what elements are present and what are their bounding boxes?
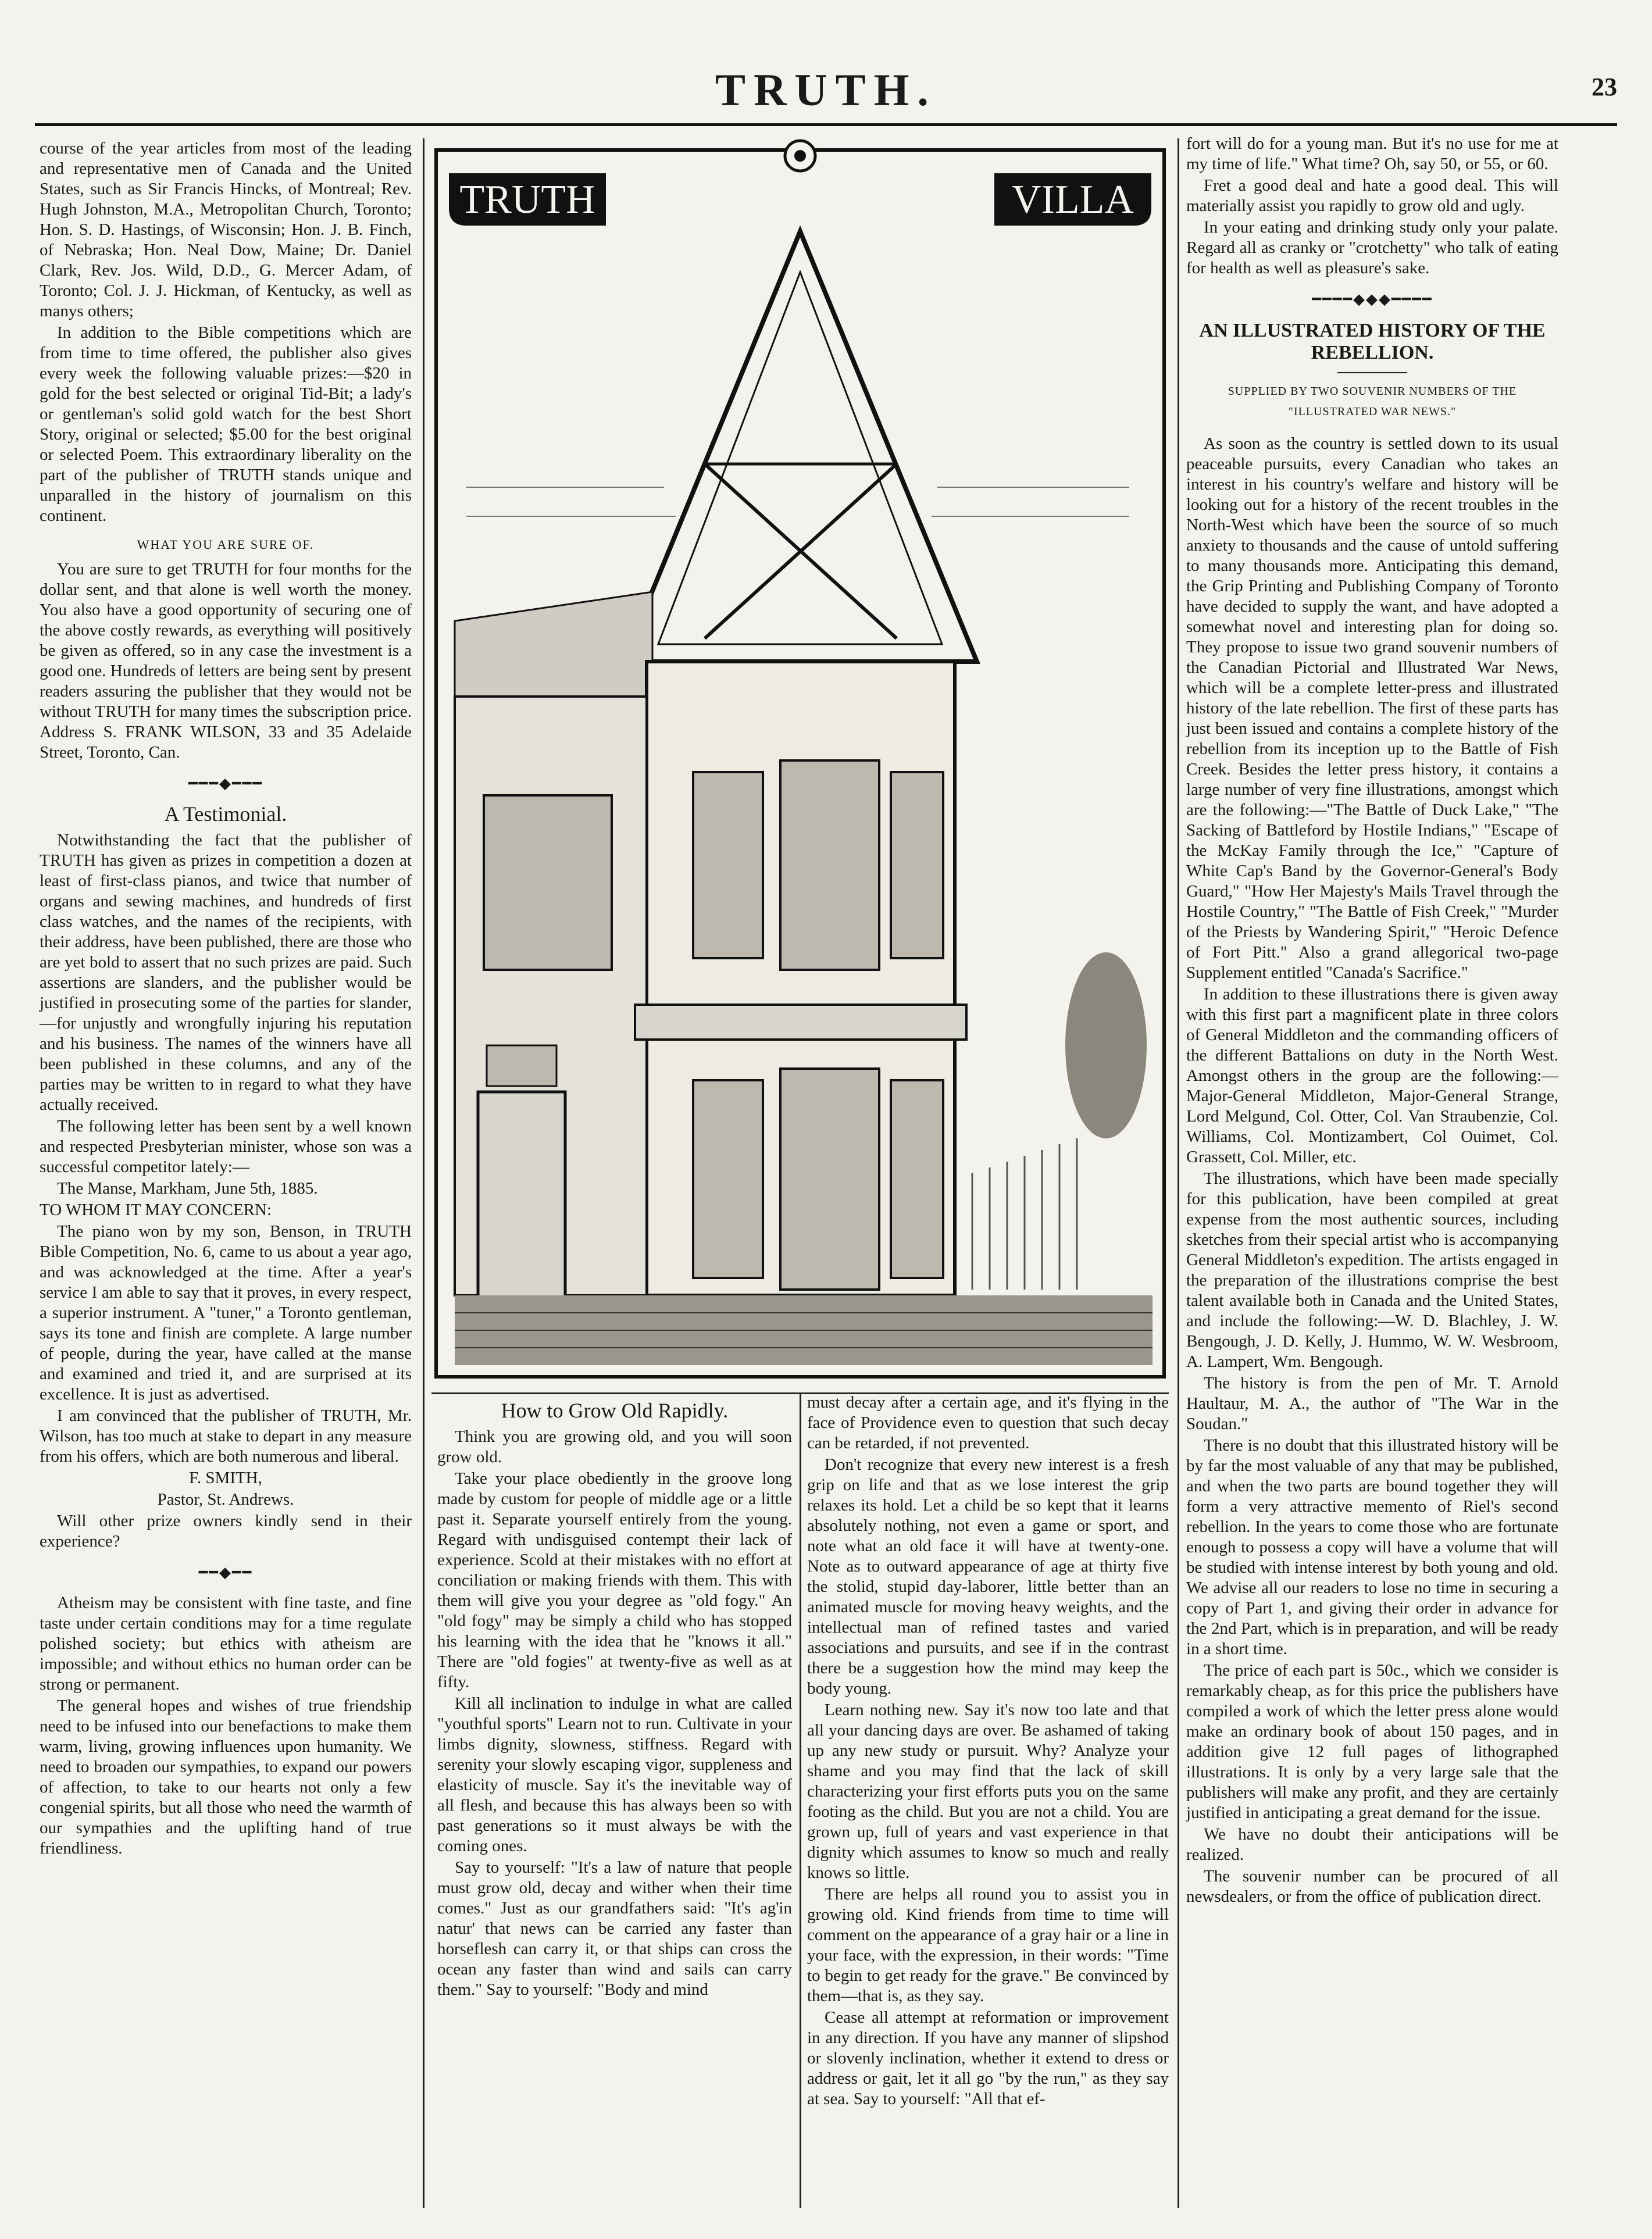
paragraph: Learn nothing new. Say it's now too late and that all your dancing days are over. Be ashamed of taking up any new study or pursuit. Why? Analyze your shame and you may find that the lack of skill characterizing your first efforts puts you on the same footing as the child. But you are not a child. You are grown up, full of years and vast experience in that dignity which assumes to know so much and really knows so little. [807,1701,1169,1882]
paragraph: The price of each part is 50c., which we consider is remarkably cheap, as for this price the publishers have compiled a work of which the letter press alone would make an ordinary book of about 150 pages, and in addition give 12 full pages of lithographed illustrations. It is only by a very large sale that the publishers will make any profit, and they are certainly justified in anticipating a great demand for the issue. [1186,1661,1558,1822]
paragraph: fort will do for a young man. But it's no use for me at my time of life." What time? Oh, say 50, or 55, or 60. [1186,134,1558,173]
masthead-rule [35,123,1617,126]
paragraph: There is no doubt that this illustrated history will be by far the most valuable of any that may be published, and when the two parts are bound together they will form a very attractive memento of Riel's second rebellion. In the years to come those who are fortunate enough to possess a copy will have a volume that will be studied with intense interest by both young and old. We advise all our readers to lose no time in securing a copy of Part 1, and giving their order in advance for the 2nd Part, which is in preparation, and will be ready in a short time. [1186,1436,1558,1658]
paragraph: In your eating and drinking study only your palate. Regard all as cranky or "crotchetty" who talk of eating for health as well as pleasure's sake. [1186,218,1558,277]
paragraph: Fret a good deal and hate a good deal. This will materially assist you rapidly to grow old and ugly. [1186,176,1558,215]
column-rule [1178,138,1179,2208]
paragraph: We have no doubt their anticipations will be realized. [1186,1825,1558,1864]
signature-name: F. SMITH, [189,1469,262,1487]
subheading: WHAT YOU ARE SURE OF. [137,537,315,552]
ornament-divider: ━━━◆━━━ [188,775,263,792]
article-heading: How to Grow Old Rapidly. [501,1399,729,1422]
ornament-divider: ━━━━◆◆◆━━━━ [1312,291,1433,308]
section-heading: A Testimonial. [164,802,287,826]
paragraph: Notwithstanding the fact that the publisher of TRUTH has given as prizes in competition a dozen at least of first-class pianos, and twice that number of organs and sewing machines, and hundreds of first class watches, and the names of the recipients, with their address, have been published, there are those who are yet bold to assert that no such prizes are paid. Such assertions are slanders, and the publisher would be justified in prosecuting some of the parties for slander,—for unjustly and wrongfully injuring his reputation and his business. The names of the winners have all been published in these columns, and any of the parties may be written to in regard to what they have actually received. [40,831,412,1114]
article-subheading: SUPPLIED BY TWO SOUVENIR NUMBERS OF THE "ILLUSTRATED WAR NEWS." [1228,385,1517,418]
paragraph: In addition to these illustrations there is given away with this first part a magnificent plate in three colors of General Middleton and the commanding officers of the different Battalions on duty in the North West. Amongst others in the group are the following:—Major-General Middleton, Major-General Strange, Lord Melgund, Col. Otter, Col. Van Straubenzie, Col. Williams, Col. Montizambert, Col Ouimet, Col. Grassett, Col. Miller, etc. [1186,985,1558,1166]
paragraph: The Manse, Markham, June 5th, 1885. [57,1179,318,1198]
paragraph: Don't recognize that every new interest is a fresh grip on life and that as we lose interest the grip relaxes its hold. Let a child be so kept that it learns absolutely nothing, not even a game or sport, and note what an old face it will have at twenty-one. Note as to outward appearance of age at thirty five the stolid, stupid day-laborer, little better than an animated muscle for moving heavy weights, and the intellectual man of refined tastes and varied associations and pursuits, and see if in the contrast there be a suggestion how the mind may keep the body young. [807,1455,1169,1698]
paragraph: The souvenir number can be procured of all newsdealers, or from the office of publication direct. [1186,1867,1558,1906]
paragraph: Will other prize owners kindly send in their experience? [40,1512,412,1551]
paragraph: In addition to the Bible competitions which are from time to time offered, the publisher also gives every week the following valuable prizes:—$20 in gold for the best selected or original Tid-Bit; a lady's or gentleman's solid gold watch for the best Short Story, original or selected; $5.00 for the best original or selected Poem. This extraordinary liberality on the part of the publisher of TRUTH stands unique and unparalled in the history of journalism on this continent. [40,323,412,525]
villa-engraving-icon [431,138,1169,1388]
signature-title: Pastor, St. Andrews. [157,1490,294,1509]
paragraph: You are sure to get TRUTH for four months for the dollar sent, and that alone is well worth the money. You also have a good opportunity of securing one of the above costly rewards, as everything will positively be given as offered, so in any case the investment is a good one. Hundreds of letters are being sent by present readers assuring the publisher that they would not be without TRUTH for many times the subscription price. Address S. FRANK WILSON, 33 and 35 Adelaide Street, Toronto, Can. [40,560,412,762]
column-rule [423,138,424,2208]
paragraph: Atheism may be consistent with fine taste, and fine taste under certain conditions may for a time regulate polished society; but ethics with atheism are impossible; and without ethics no human order can be strong or permanent. [40,1594,412,1694]
column-rule [800,1392,801,2208]
paragraph: There are helps all round you to assist you in growing old. Kind friends from time to time will comment on the appearance of a gray hair or a line in your face, with the expression, in their words: "Time to begin to get ready for the grave." Be convinced by them—that is, as they say. [807,1885,1169,2005]
truth-villa-illustration [431,138,1169,1388]
paragraph: The following letter has been sent by a well known and respected Presbyterian minister, whose son was a successful competitor lately:— [40,1117,412,1176]
paragraph: The illustrations, which have been made specially for this publication, have been compiled at great expense from the most authentic sources, including sketches from their special artist who is accompanying General Middleton's expedition. The artists engaged in the preparation of the illustrations comprise the best talent available both in Canada and the United States, and include the following:—W. D. Blachley, J. W. Bengough, J. D. Kelly, J. Hummo, W. W. Wesbroom, A. Lampert, Wm. Bengough. [1186,1169,1558,1371]
paragraph: Say to yourself: "It's a law of nature that people must grow old, decay and wither when their time comes." Just as our grandfathers said: "It's ag'in natur' that news can be carried any faster than horseflesh can carry it, or that ships can cross the ocean any faster than wind and sails can carry them." Say to yourself: "Body and mind [437,1858,792,1999]
paragraph: As soon as the country is settled down to its usual peaceable pursuits, every Canadian who takes an interest in his country's welfare and history will be looking out for a history of the recent troubles in the North-West which have been the source of so much anxiety to thousands and the cause of untold suffering to many thousands more. Anticipating this demand, the Grip Printing and Publishing Company of Toronto have decided to supply the want, and have adopted a somewhat novel and interesting plan for doing so. They propose to issue two grand souvenir numbers of the Canadian Pictorial and Illustrated War News, which will be a complete letter-press and illustrated history of the late rebellion. The first of these parts has just been issued and contains a complete history of the rebellion from its inception up to the Battle of Fish Creek. Besides the letter press history, it contains a large number of very fine illustrations, amongst which are the following:—"The Battle of Duck Lake," "The Sacking of Battleford by Hostile Indians," "Escape of the McKay Family through the Ice," "Capture of White Cap's Band by the Governor-General's Body Guard," "How Her Majesty's Mails Travel through the Hostile Country," "The Battle of Fish Creek," "Murder of the Priests by Wandering Spirit," "Heroic Defence of Fort Pitt." Also a grand allegorical two-page Supplement entitled "Canada's Sacrifice." [1186,434,1558,982]
paragraph: Cease all attempt at reformation or improvement in any direction. If you have any manner of slipshod or slovenly inclination, whether it extend to dress or address or gait, let it all go "by the run," as they say at sea. Say to yourself: "All that ef- [807,2008,1169,2108]
article-heading: AN ILLUSTRATED HISTORY OF THE REBELLION. [1199,320,1546,363]
paragraph: Think you are growing old, and you will soon grow old. [437,1427,792,1466]
paragraph: The history is from the pen of Mr. T. Arnold Haultaur, M. A., the author of "The War in the Soudan." [1186,1374,1558,1433]
paragraph: Take your place obediently in the groove long made by custom for people of middle age or a little past it. Separate yourself entirely from the young. Regard with undisguised contempt their lack of experience. Scold at their mistakes with no effort at conciliation or making friends with them. This with them will give you your degree as "old fogy." An "old fogy" may be simply a child who has stopped his learning with the idea that he "knows it all." There are "old fogies" at twenty-five as well as at fifty. [437,1469,792,1691]
paragraph: Kill all inclination to indulge in what are called "youthful sports" Learn not to run. Cultivate in your limbs dignity, slowness, stiffness. Regard with serenity your slowly escaping vigor, suppleness and elasticity of muscle. Say it's the inevitable way of all flesh, and because this has always been so with past generations so it must always be with the coming ones. [437,1694,792,1855]
paragraph: course of the year articles from most of the leading and representative men of Canada and the United States, such as Sir Francis Hincks, of Montreal; Rev. Hugh Johnston, M.A., Metropolitan Church, Toronto; Hon. S. D. Hastings, of Wisconsin; Hon. J. B. Finch, of Nebraska; Hon. Neal Dow, Maine; Dr. Daniel Clark, Rev. Jos. Wild, D.D., G. Mercer Adam, of Toronto; Col. J. J. Hickman, of Kentucky, as well as manys others; [40,139,412,320]
paragraph: must decay after a certain age, and it's flying in the face of Providence even to question that such decay can be retarded, if not prevented. [807,1393,1169,1452]
banner-left-text: TRUTH [459,177,595,222]
newspaper-title: TRUTH. [715,65,937,115]
divider [1337,372,1407,373]
column-1 [40,138,412,1860]
page-number: 23 [1592,73,1617,101]
masthead [0,64,1652,116]
banner-right-text: VILLA [1012,177,1134,222]
paragraph: The piano won by my son, Benson, in TRUTH Bible Competition, No. 6, came to us about a year ago, and was acknowledged at the time. After a year's service I am able to say that it proves, in every respect, a superior instrument. A "tuner," a Toronto gentleman, says its tone and finish are complete. A large number of people, during the year, have called at the manse and examined and tried it, and are surprised at its excellence. It is just as advertised. [40,1222,412,1404]
ornament-divider: ━━◆━━ [198,1564,253,1581]
column-2 [437,1392,792,2001]
paragraph: I am convinced that the publisher of TRUTH, Mr. Wilson, has too much at stake to depart in any measure from his offers, which are both numerous and liberal. [40,1406,412,1466]
paragraph: The general hopes and wishes of true friendship need to be infused into our benefactions to make them warm, living, growing influences upon humanity. We need to broaden our sympathies, to expand our powers of affection, to take to our hearts not only a few congenial spirits, but all those who need the warmth of our sympathies and the uplifting hand of true friendliness. [40,1697,412,1858]
column-4 [1186,134,1558,1908]
paragraph: TO WHOM IT MAY CONCERN: [40,1201,272,1219]
column-3 [807,1392,1169,2111]
